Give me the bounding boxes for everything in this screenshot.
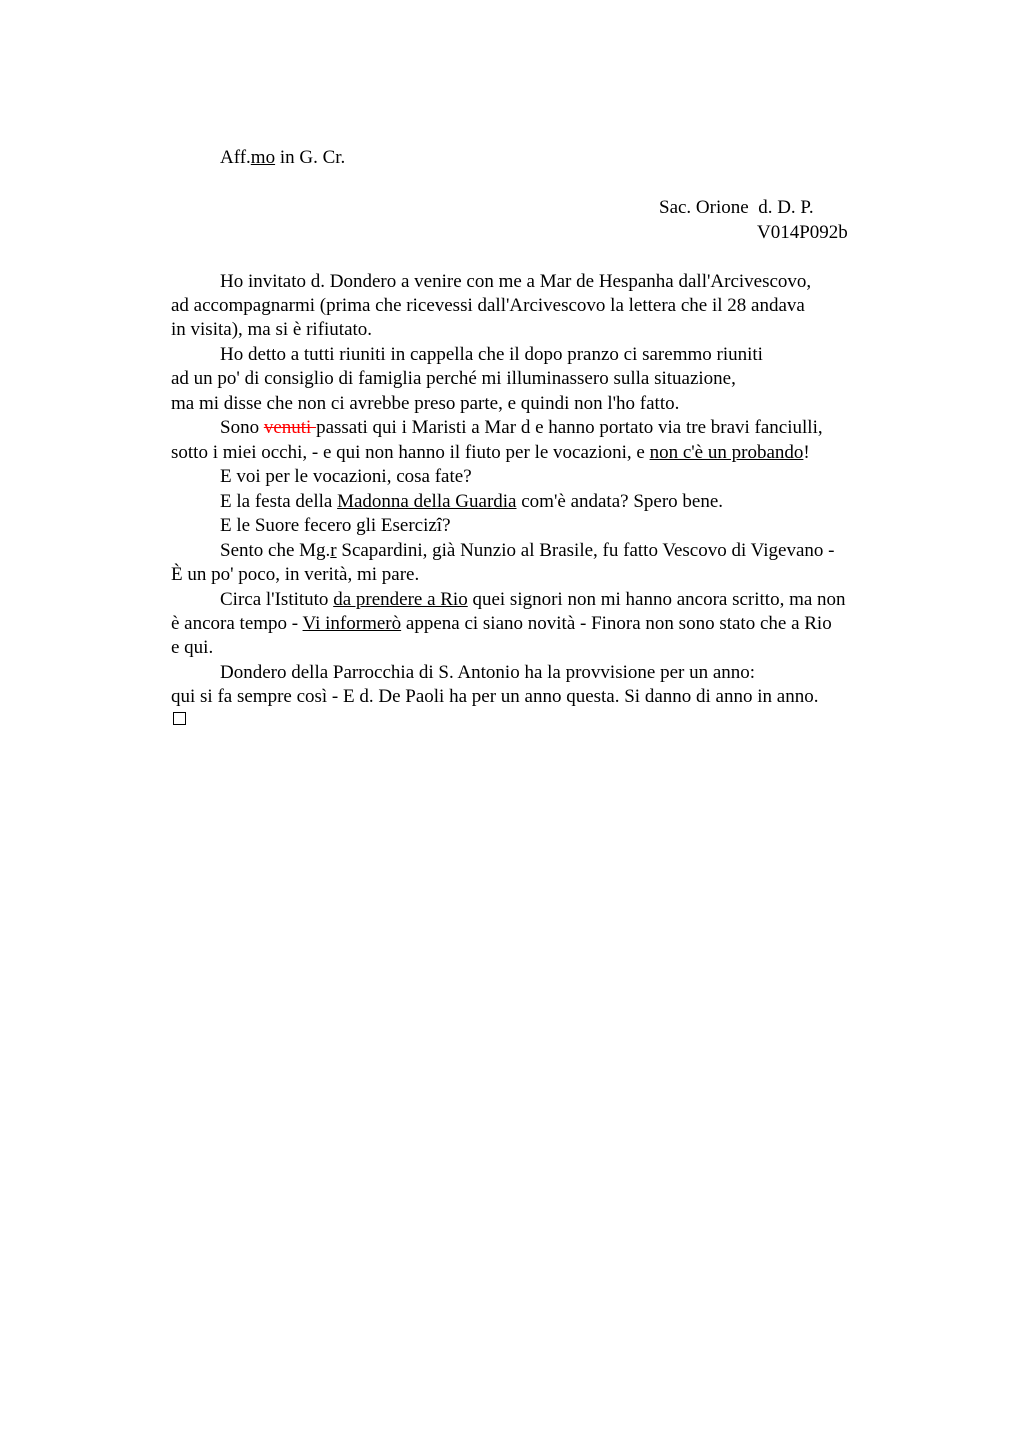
underlined-phrase-madonna: Madonna della Guardia — [337, 491, 517, 512]
underlined-phrase-informero: Vi informerò — [302, 613, 402, 634]
body-line-17: Dondero della Parrocchia di S. Antonio ha la provvisione per un anno: — [220, 662, 756, 683]
body-line-15-end: appena ci siano novità - Finora non sono stato che a Rio — [401, 613, 832, 634]
body-line-10-start: E la festa della — [220, 491, 338, 512]
body-line-11 — [220, 514, 451, 538]
closing-line — [220, 146, 345, 170]
body-line-6: ma mi disse che non ci avrebbe preso parte, e quindi non l'ho fatto. — [171, 393, 680, 414]
signature: Sac. Orione d. D. P. — [659, 197, 814, 218]
body-line-4: Ho detto a tutti riuniti in cappella che il dopo pranzo ci saremmo riuniti — [220, 344, 763, 365]
deleted-word: venuti — [263, 417, 317, 438]
underlined-phrase-rio: da prendere a Rio — [333, 589, 468, 610]
body-line-18: qui si fa sempre così - E d. De Paoli ha per un anno questa. Si danno di anno in anno. — [171, 686, 819, 707]
end-of-text-box-mark — [173, 712, 186, 725]
body-line-14 — [220, 588, 846, 612]
underlined-phrase-probando: non c'è un probando — [649, 442, 804, 463]
body-line-12 — [220, 539, 834, 563]
body-line-10-end: com'è andata? Spero bene. — [516, 491, 724, 512]
body-line-7 — [220, 416, 823, 440]
body-line-8-start: sotto i miei occhi, - e qui non hanno il fiuto per le vocazioni, e — [171, 442, 650, 463]
body-line-1: Ho invitato d. Dondero a venire con me a Mar de Hespanha dall'Arcivescovo, — [220, 271, 812, 292]
body-line-15-start: è ancora tempo - — [171, 613, 303, 634]
body-line-8-end: ! — [803, 442, 810, 463]
body-line-11-end: ? — [442, 515, 451, 536]
body-line-7-start: Sono — [220, 417, 264, 438]
closing-abbrev-underlined: mo — [250, 147, 276, 168]
body-line-10 — [220, 490, 723, 514]
document-id: V014P092b — [757, 222, 848, 243]
body-line-15 — [171, 612, 832, 636]
body-line-12-end: Scapardini, già Nunzio al Brasile, fu fatto Vescovo di Vigevano - — [336, 540, 835, 561]
body-line-14-start: Circa l'Istituto — [220, 589, 334, 610]
body-line-11-start: E le Suore fecero gli Esercizi — [220, 515, 443, 536]
closing-prefix: Aff. — [220, 147, 251, 168]
closing-suffix: in G. Cr. — [275, 147, 346, 168]
body-line-2: ad accompagnarmi (prima che ricevessi dall'Arcivescovo la lettera che il 28 andava — [171, 295, 805, 316]
body-line-7-end: passati qui i Maristi a Mar d e hanno portato via tre bravi fanciulli, — [316, 417, 823, 438]
body-line-14-end: quei signori non mi hanno ancora scritto, ma non — [467, 589, 846, 610]
body-line-16: e qui. — [171, 637, 214, 658]
body-line-13: È un po' poco, in verità, mi pare. — [171, 564, 420, 585]
body-line-9: E voi per le vocazioni, cosa fate? — [220, 466, 472, 487]
body-line-5: ad un po' di consiglio di famiglia perché mi illuminassero sulla situazione, — [171, 368, 736, 389]
body-line-8 — [171, 441, 810, 465]
body-line-3: in visita), ma si è rifiutato. — [171, 319, 373, 340]
underlined-abbrev-r: r — [330, 540, 337, 561]
body-line-12-start: Sento che Mg. — [220, 540, 331, 561]
